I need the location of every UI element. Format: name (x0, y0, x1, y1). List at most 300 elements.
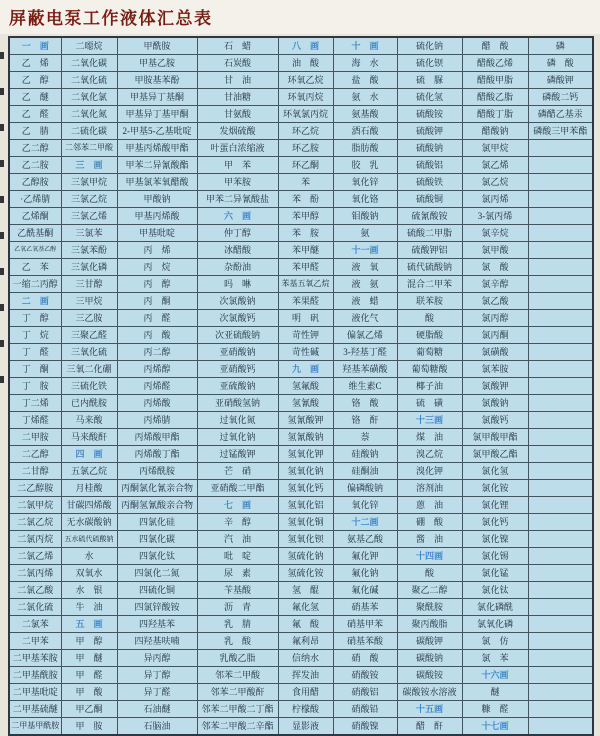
section-header-cell: 十二画 (333, 514, 397, 531)
section-header-cell: 十一画 (333, 242, 397, 259)
table-row (9, 429, 593, 446)
table-cell (528, 395, 593, 412)
table-cell: 显影液 (278, 718, 333, 736)
table-cell: 丙烯酸甲酯 (117, 429, 197, 446)
table-cell: 乙二胺 (9, 157, 61, 174)
table-cell: 氧化锌 (333, 174, 397, 191)
table-cell: 硼 酸 (397, 514, 462, 531)
section-header-cell: 十四画 (397, 548, 462, 565)
table-cell: 邻苯二甲酸二辛酯 (197, 718, 278, 736)
table-cell: 四氯化硅 (117, 514, 197, 531)
table-cell: 水 (61, 548, 117, 565)
table-cell: 二氧化氮 (61, 106, 117, 123)
table-cell: 酸 (397, 310, 462, 327)
table-cell: 硫氰酸铵 (397, 208, 462, 225)
table-cell: 亚硝酸二甲酯 (197, 480, 278, 497)
table-cell (528, 531, 593, 548)
table-cell: 碳酸钠 (397, 650, 462, 667)
table-cell: 氟化钠 (333, 565, 397, 582)
table-cell: 甲 酸 (61, 684, 117, 701)
table-cell: 三甘醇 (61, 276, 117, 293)
table-cell: 乙 苯 (9, 259, 61, 276)
table-row (9, 667, 593, 684)
table-cell: 丙酮氯化氰亲合物 (117, 480, 197, 497)
section-header-cell: 六 画 (197, 208, 278, 225)
table-cell: 丙烯酸丁酯 (117, 446, 197, 463)
table-cell: 磷酸三甲苯酯 (528, 123, 593, 140)
table-cell: 硝 酸 (333, 650, 397, 667)
table-cell: 三氯化磷 (61, 259, 117, 276)
table-row (9, 174, 593, 191)
table-row (9, 327, 593, 344)
table-cell: 甲 醚 (61, 650, 117, 667)
table-cell: 煤 油 (397, 429, 462, 446)
table-cell: 醋酸甲脂 (462, 72, 528, 89)
table-cell: 酒石酸 (333, 123, 397, 140)
table-cell: 三氧化硫 (61, 344, 117, 361)
table-cell: 氯丙酮 (462, 327, 528, 344)
table-cell: 乙 醚 (9, 89, 61, 106)
table-cell: 苯甲醚 (278, 242, 333, 259)
table-cell: 三硫化铁 (61, 378, 117, 395)
table-cell: 液 氨 (333, 276, 397, 293)
section-header-cell: 十 画 (333, 37, 397, 55)
table-cell: 硬脂酸 (397, 327, 462, 344)
table-cell: 氯丙烯 (462, 191, 528, 208)
section-header-cell: 七 画 (197, 497, 278, 514)
table-cell: 3-氯丙烯 (462, 208, 528, 225)
table-cell: 仲丁醇 (197, 225, 278, 242)
table-cell: 硫 磺 (397, 395, 462, 412)
table-cell: 醋酸乙烯 (462, 55, 528, 72)
table-cell (528, 514, 593, 531)
table-cell: 苯基五氧乙烷 (278, 276, 333, 293)
table-cell: 硫酸二甲脂 (397, 225, 462, 242)
table-cell: 硝基苯 (333, 599, 397, 616)
table-cell: 氯磺酸 (462, 344, 528, 361)
table-cell: 环氧丙烷 (278, 89, 333, 106)
table-row (9, 565, 593, 582)
table-cell: 二硫化碳 (61, 123, 117, 140)
table-cell: 维生素C (333, 378, 397, 395)
section-header-cell: 十三画 (397, 412, 462, 429)
table-cell: 醋酸乙脂 (462, 89, 528, 106)
table-cell: 碳酸钾 (397, 633, 462, 650)
table-row (9, 718, 593, 736)
table-cell: 硫酸铁 (397, 174, 462, 191)
table-cell: 氯酸钾 (462, 378, 528, 395)
table-cell: 硫化钠 (397, 37, 462, 55)
table-cell: 次亚硫酸钠 (197, 327, 278, 344)
table-cell: 氢 醌 (278, 582, 333, 599)
table-cell: 石油醚 (117, 701, 197, 718)
table-cell: 四硫化铜 (117, 582, 197, 599)
table-row (9, 497, 593, 514)
table-cell: 硫酸铵 (397, 106, 462, 123)
table-cell: 氯化铵 (462, 480, 528, 497)
table-cell: 环乙胺 (278, 140, 333, 157)
table-cell: 乳 酸 (197, 633, 278, 650)
table-cell: 脂肪酸 (333, 140, 397, 157)
table-row (9, 242, 593, 259)
table-cell: 硝基苯酸 (333, 633, 397, 650)
table-cell: 石炭酸 (197, 55, 278, 72)
table-cell: 四羟基呋喃 (117, 633, 197, 650)
table-cell: 氢氰酸 (278, 395, 333, 412)
table-row (9, 480, 593, 497)
table-cell: 吡 啶 (197, 548, 278, 565)
table-cell: 芒 硝 (197, 463, 278, 480)
table-cell: 椰子油 (397, 378, 462, 395)
table-cell: 氯化钙 (462, 514, 528, 531)
table-cell: 丙烯腈 (117, 412, 197, 429)
table-cell: 丙烯醇 (117, 361, 197, 378)
table-cell (528, 633, 593, 650)
table-row (9, 293, 593, 310)
table-cell: 氧化铬 (333, 191, 397, 208)
table-cell: 硝基甲苯 (333, 616, 397, 633)
table-cell: 丁 胺 (9, 378, 61, 395)
table-row (9, 514, 593, 531)
table-cell: 亚硝酸氢钠 (197, 395, 278, 412)
table-cell: 铬 酐 (333, 412, 397, 429)
table-cell (528, 616, 593, 633)
table-cell: 苛性碱 (278, 344, 333, 361)
table-cell: 氯化锂 (462, 497, 528, 514)
table-cell: 一缩二丙醇 (9, 276, 61, 293)
table-cell: 冰醋酸 (197, 242, 278, 259)
table-cell: 石 蜡 (197, 37, 278, 55)
table-row (9, 378, 593, 395)
table-cell (528, 497, 593, 514)
table-cell: 二氯化硫 (9, 599, 61, 616)
table-cell: 磷 酸 (528, 55, 593, 72)
table-cell: 丙二醇 (117, 344, 197, 361)
table-cell: 苯甲醛 (278, 259, 333, 276)
table-row (9, 140, 593, 157)
table-row (9, 123, 593, 140)
section-header-cell: 十七画 (462, 718, 528, 736)
table-cell: 硫化氢 (397, 89, 462, 106)
table-cell: ·乙烯腈 (9, 191, 61, 208)
table-cell: 酱 油 (397, 531, 462, 548)
table-cell: 二氧化硫 (61, 72, 117, 89)
table-cell: 四氯锌酸铵 (117, 599, 197, 616)
table-cell: 3-羟基丁醛 (333, 344, 397, 361)
table-cell: 四氯化碳 (117, 531, 197, 548)
table-cell: 硫酸铜 (397, 191, 462, 208)
table-cell: 二甲基硫醚 (9, 701, 61, 718)
table-row (9, 191, 593, 208)
table-cell: 甲基吡啶 (117, 225, 197, 242)
table-cell: 丁 酮 (9, 361, 61, 378)
table-cell: 氟化钾 (333, 548, 397, 565)
table-cell: 氨基酸 (333, 106, 397, 123)
table-cell (528, 463, 593, 480)
table-cell: 五氯乙烷 (61, 463, 117, 480)
table-cell: 甘油糖 (197, 89, 278, 106)
table-cell: 二甘醇 (9, 463, 61, 480)
table-cell: 甲 醛 (61, 667, 117, 684)
table-cell: 苄基酸 (197, 582, 278, 599)
table-cell: 氨 水 (333, 89, 397, 106)
table-cell: 二乙醇 (9, 446, 61, 463)
table-cell: 马来酸酐 (61, 429, 117, 446)
table-cell: 氟 酸 (278, 616, 333, 633)
table-row (9, 37, 593, 55)
table-cell: 氯苯胺 (462, 361, 528, 378)
table-cell: 硝酸镍 (333, 718, 397, 736)
table-cell: 氟化碱 (333, 582, 397, 599)
table-cell: 苯 (278, 174, 333, 191)
table-cell: 丁烯醛 (9, 412, 61, 429)
table-cell: 氟利昂 (278, 633, 333, 650)
table-cell: 乙醇胺 (9, 174, 61, 191)
table-cell: 氢氧化钾 (278, 446, 333, 463)
section-header-cell: 四 画 (61, 446, 117, 463)
table-cell (528, 157, 593, 174)
table-cell: 氢氟酸 (278, 378, 333, 395)
table-cell: 硫酸钾铝 (397, 242, 462, 259)
table-cell: 五水硫代硫酸钠 (61, 531, 117, 548)
table-cell: 二氧化碳 (61, 55, 117, 72)
table-cell: 葡萄糖 (397, 344, 462, 361)
table-cell: 挥发油 (278, 667, 333, 684)
table-cell: 聚酰胺 (397, 599, 462, 616)
table-row (9, 412, 593, 429)
table-cell: 甲基乙胺 (117, 55, 197, 72)
table-cell: 氯酸钙 (462, 412, 528, 429)
table-cell: 三氯苯酚 (61, 242, 117, 259)
table-cell: 液 氧 (333, 259, 397, 276)
table-cell: 次氯酸钠 (197, 293, 278, 310)
table-cell: 乳酸乙脂 (197, 650, 278, 667)
page-title: 屏蔽电泵工作液体汇总表 (9, 9, 213, 28)
table-cell: 偏磷酸钠 (333, 480, 397, 497)
table-cell (528, 429, 593, 446)
table-cell: 氢硫化铵 (278, 565, 333, 582)
table-cell: 苯 胺 (278, 225, 333, 242)
table-cell: 亚硫酸钠 (197, 378, 278, 395)
table-row (9, 599, 593, 616)
table-cell: 三氯甲烷 (61, 174, 117, 191)
table-cell: 石脑油 (117, 718, 197, 736)
table-cell: 汽 油 (197, 531, 278, 548)
section-header-cell: 三 画 (61, 157, 117, 174)
table-cell: 联苯胺 (397, 293, 462, 310)
table-cell: 乙酰基酮 (9, 225, 61, 242)
table-cell: 三氧二化硼 (61, 361, 117, 378)
table-cell: 三氯乙烯 (61, 208, 117, 225)
table-cell: 氯乙酸 (462, 293, 528, 310)
table-cell: 氢氧化铝 (278, 497, 333, 514)
table-cell: 甲基异丁基酮 (117, 89, 197, 106)
table-row (9, 463, 593, 480)
table-cell: 环氧氯丙烷 (278, 106, 333, 123)
table-cell: 葡萄糖酸 (397, 361, 462, 378)
table-cell: 丙 烯 (117, 242, 197, 259)
table-cell: 氢氧化钡 (278, 531, 333, 548)
table-cell: 甲基异丁基甲酮 (117, 106, 197, 123)
table-cell: 三聚乙醛 (61, 327, 117, 344)
table-cell: 苯 酚 (278, 191, 333, 208)
table-cell: 酸 (397, 565, 462, 582)
table-cell: 乳 腈 (197, 616, 278, 633)
liquids-table (8, 36, 594, 736)
table-cell: 已内酰胺 (61, 395, 117, 412)
table-cell (528, 446, 593, 463)
table-cell (528, 684, 593, 701)
table-cell: 氯 仿 (462, 633, 528, 650)
table-cell: 氢硫化钠 (278, 548, 333, 565)
table-row (9, 72, 593, 89)
table-cell: 盐 酸 (333, 72, 397, 89)
table-cell: 丙 酮 (117, 293, 197, 310)
table-cell: 油 酸 (278, 55, 333, 72)
table-cell: 磷醋乙基汞 (528, 106, 593, 123)
table-cell: 甘氨酸 (197, 106, 278, 123)
table-cell: 乙 醛 (9, 106, 61, 123)
table-cell: 二邻苯二甲酸 (61, 140, 117, 157)
table-cell: 二噁烷 (61, 37, 117, 55)
table-cell: 甲 醇 (61, 633, 117, 650)
table-cell: 糠 醛 (462, 701, 528, 718)
table-cell (528, 259, 593, 276)
table-cell: 硫酸钠 (397, 140, 462, 157)
table-cell: 溴化钾 (397, 463, 462, 480)
table-cell: 硫化钡 (397, 55, 462, 72)
table-cell: 苯果醛 (278, 293, 333, 310)
table-cell: 氯丙醇 (462, 310, 528, 327)
table-cell: 马来酸 (61, 412, 117, 429)
table-cell: 发烟硫酸 (197, 123, 278, 140)
table-cell: 三氯乙烷 (61, 191, 117, 208)
table-cell: 磷酸钾 (528, 72, 593, 89)
table-cell: 甘 油 (197, 72, 278, 89)
table-cell (528, 548, 593, 565)
table-cell: 氯化氢 (462, 463, 528, 480)
table-cell: 甲胺基苯酚 (117, 72, 197, 89)
table-row (9, 446, 593, 463)
table-cell: 亚硝酸钠 (197, 344, 278, 361)
table-cell (528, 191, 593, 208)
table-cell: 氢氧化铜 (278, 514, 333, 531)
table-cell: 甲基丙烯酸甲酯 (117, 140, 197, 157)
table-cell: 水 银 (61, 582, 117, 599)
table-cell: 氢氧化钙 (278, 480, 333, 497)
table-cell: 硫 脲 (397, 72, 462, 89)
table-cell: 硫代硫酸钠 (397, 259, 462, 276)
table-cell: 次氯酸钙 (197, 310, 278, 327)
table-cell: 萘 (333, 429, 397, 446)
table-cell: 甲苯二异氰酸盐 (197, 191, 278, 208)
table-cell: 邻苯二甲酸 (197, 667, 278, 684)
table-cell: 氢氰酸钾 (278, 412, 333, 429)
table-cell: 氯乙烯 (462, 157, 528, 174)
table-cell: 硫酸铝 (397, 157, 462, 174)
table-cell: 溶剂油 (397, 480, 462, 497)
table-cell: 偏氯乙烯 (333, 327, 397, 344)
table-cell: 磷酸二钙 (528, 89, 593, 106)
table-row (9, 276, 593, 293)
table-cell: 硝酸铵 (333, 667, 397, 684)
table-cell: 丙酮氢氰酸亲合物 (117, 497, 197, 514)
table-cell: 环乙酮 (278, 157, 333, 174)
table-row (9, 89, 593, 106)
table-cell: 三乙胺 (61, 310, 117, 327)
table-cell: 氯甲酸甲酯 (462, 429, 528, 446)
table-cell: 沥 青 (197, 599, 278, 616)
table-cell: 硝酸铝 (333, 684, 397, 701)
table-cell: 杂酚油 (197, 259, 278, 276)
table-cell: 丁二烯 (9, 395, 61, 412)
table-cell: 甲苯二异氰酸酯 (117, 157, 197, 174)
table-cell: 氯化镍 (462, 531, 528, 548)
table-cell: 2-甲基5-乙基吡啶 (117, 123, 197, 140)
table-cell: 甲酰胺 (117, 37, 197, 55)
table-cell: 醋酸钠 (462, 123, 528, 140)
table-cell: 丙烯酸 (117, 395, 197, 412)
table-cell: 氢氧化钠 (278, 463, 333, 480)
table-cell: 乙氧乙氧基乙醇 (9, 242, 61, 259)
table-cell (528, 718, 593, 736)
table-cell: 环乙烷 (278, 123, 333, 140)
table-row (9, 157, 593, 174)
table-cell: 乙烯酮 (9, 208, 61, 225)
table-cell: 丙 烷 (117, 259, 197, 276)
table-row (9, 548, 593, 565)
table-cell: 氯化锰 (462, 565, 528, 582)
section-header-cell: 十六画 (462, 667, 528, 684)
section-header-cell: 十五画 (397, 701, 462, 718)
table-cell (528, 310, 593, 327)
table-cell: 氯甲烷 (462, 140, 528, 157)
table-cell: 叶蛋白浓缩液 (197, 140, 278, 157)
table-cell: 二乙醇胺 (9, 480, 61, 497)
table-row (9, 55, 593, 72)
table-cell: 硫酸钾 (397, 123, 462, 140)
table-row (9, 701, 593, 718)
table-cell (528, 412, 593, 429)
table-cell: 邻苯二甲酸酐 (197, 684, 278, 701)
table-cell: 月桂酸 (61, 480, 117, 497)
table-cell: 尿 素 (197, 565, 278, 582)
table-cell: 丙 酸 (117, 327, 197, 344)
table-cell: 牛 油 (61, 599, 117, 616)
table-cell: 丙烯酰胺 (117, 463, 197, 480)
table-cell: 聚丙酸脂 (397, 616, 462, 633)
table-cell: 辛 醇 (197, 514, 278, 531)
table-cell (528, 582, 593, 599)
table-cell: 食用醋 (278, 684, 333, 701)
table-cell: 醋酸丁脂 (462, 106, 528, 123)
table-cell: 醚 (462, 684, 528, 701)
table-cell: 亚硝酸钙 (197, 361, 278, 378)
table-cell: 二甲苯 (9, 633, 61, 650)
table-cell: 蒽 油 (397, 497, 462, 514)
table-cell: 异丁醇 (117, 667, 197, 684)
table-row (9, 259, 593, 276)
table-cell: 液 蜡 (333, 293, 397, 310)
table-cell: 甲基丙烯酸 (117, 208, 197, 225)
table-cell (528, 293, 593, 310)
table-cell: 乙二醇 (9, 140, 61, 157)
table-cell: 二甲基酰胺 (9, 667, 61, 684)
table-cell: 硅酸钠 (333, 446, 397, 463)
table-cell (528, 378, 593, 395)
table-cell: 三甲烷 (61, 293, 117, 310)
table-cell: 邻苯二甲酸二丁酯 (197, 701, 278, 718)
